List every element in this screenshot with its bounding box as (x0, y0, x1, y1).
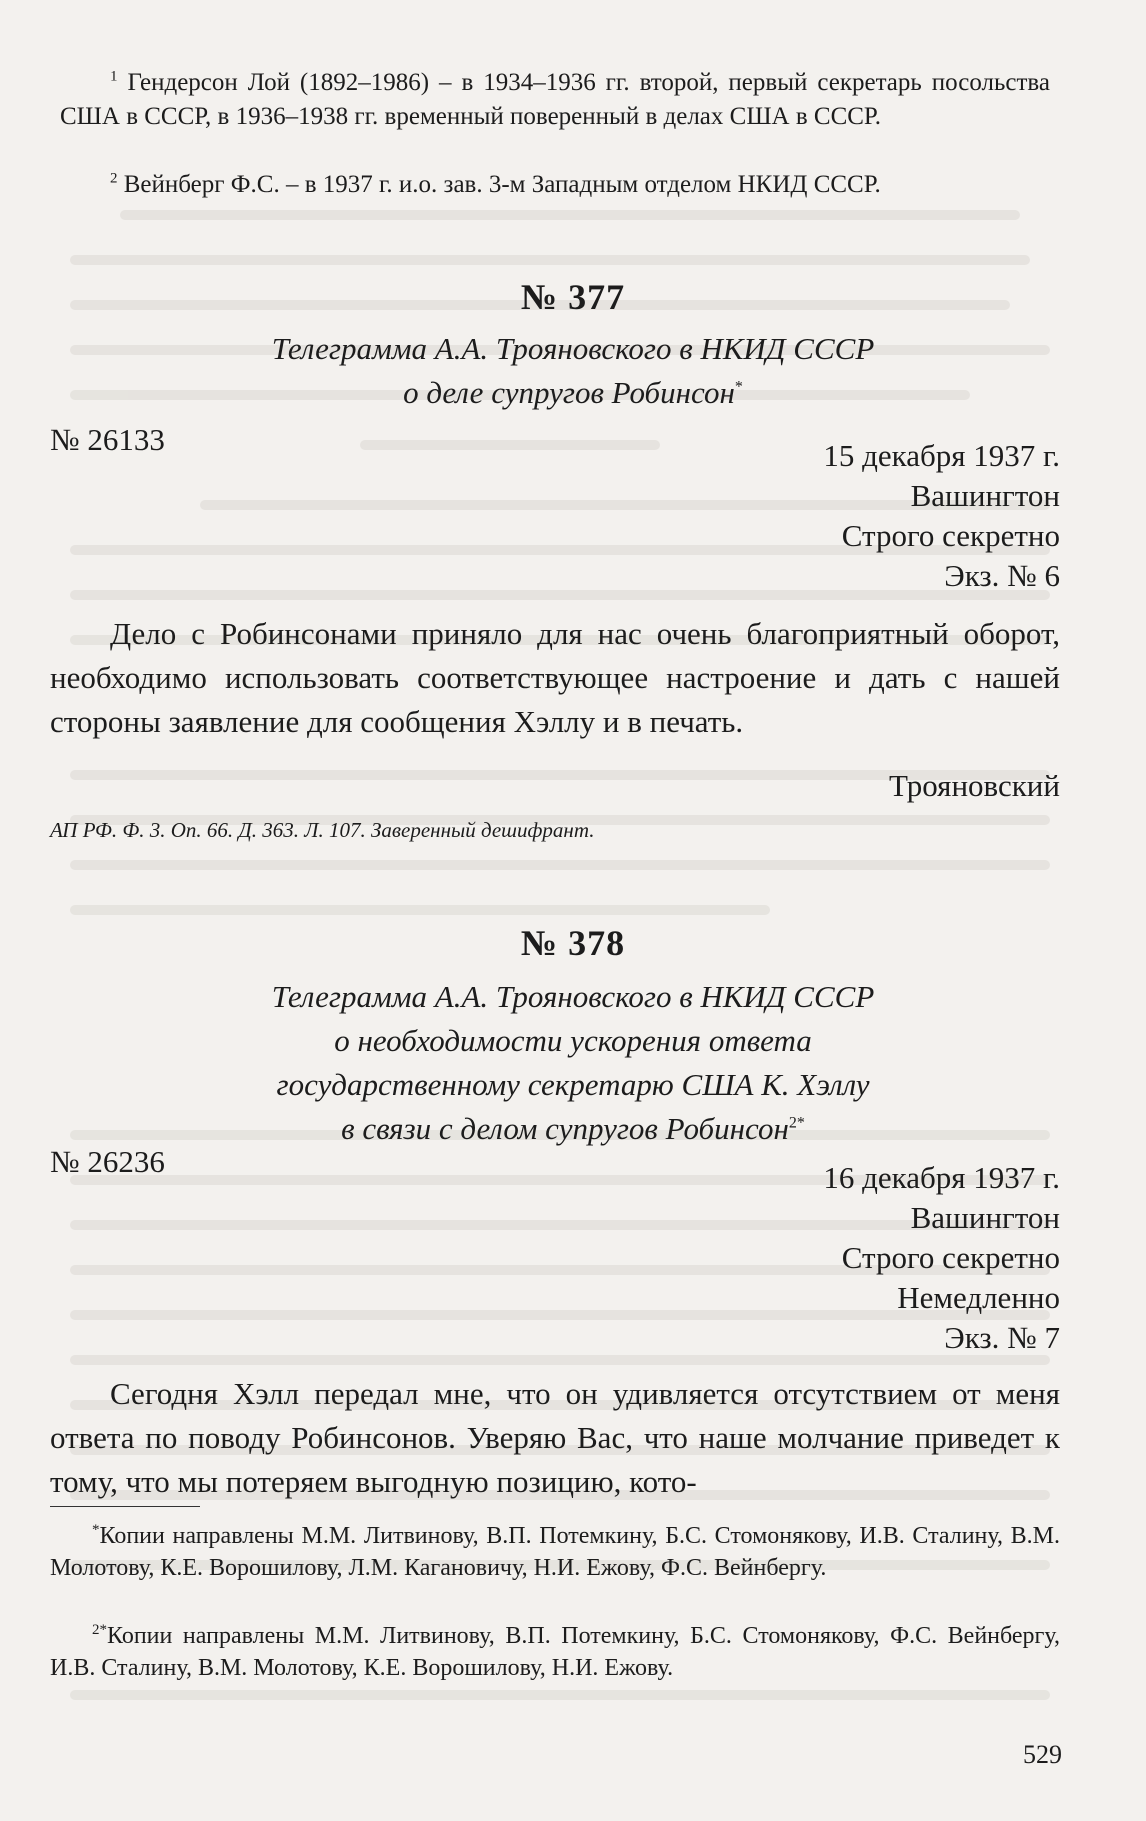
footnote-separator (50, 1506, 200, 1507)
registration-number: № 26236 (50, 1144, 165, 1179)
document-title-378 (0, 975, 1146, 1151)
copy-number: Экз. № 6 (944, 558, 1060, 593)
document-place: Вашингтон (910, 1200, 1060, 1235)
document-title-377 (0, 327, 1146, 415)
urgency-stamp: Немедленно (897, 1280, 1060, 1315)
footnote-mark: * (92, 1522, 100, 1538)
title-line: в связи с делом супругов Робинсон$^{2*}$ (341, 1111, 805, 1146)
page-number: 529 (1023, 1740, 1062, 1769)
footnote-bottom-1 (50, 1520, 1060, 1584)
footnote-text: Копии направлены М.М. Литвинову, В.П. Потемкину, Б.С. Стомонякову, Ф.С. Вейнбергу, И.В. Сталину, В.М. Молотову, К.Е. Ворошилову, Н.И. Ежову. (50, 1623, 1060, 1681)
footnote-mark: 2* (92, 1622, 107, 1638)
title-line: о необходимости ускорения ответа (334, 1023, 812, 1058)
document-number-378: № 378 (520, 923, 626, 963)
footnote-top-1 (60, 66, 1050, 134)
classification-stamp: Строго секретно (841, 1240, 1060, 1275)
footnote-text: Копии направлены М.М. Литвинову, В.П. Потемкину, Б.С. Стомонякову, И.В. Сталину, В.М. Молотову, К.Е. Ворошилову, Л.М. Кагановичу, Н.И. Ежову, Ф.С. Вейнбергу. (50, 1523, 1060, 1581)
document-body-377: Дело с Робинсонами приняло для нас очень благоприятный оборот, необходимо использовать соответствующее настроение и дать с нашей стороны заявление для сообщения Хэллу и в печать. (50, 616, 1060, 739)
title-footnote-mark: * (734, 378, 743, 396)
title-line: Телеграмма А.А. Трояновского в НКИД СССР (271, 331, 875, 366)
document-date: 16 декабря 1937 г. (823, 1160, 1060, 1195)
title-line: о деле супругов Робинсон* (403, 375, 743, 410)
footnote-bottom-2 (50, 1620, 1060, 1684)
registration-number: № 26133 (50, 422, 165, 457)
footnote-text: Гендерсон Лой (1892–1986) – в 1934–1936 гг. второй, первый секретарь посольства США в СССР, в 1936–1938 гг. временный поверенный в делах США в СССР. (60, 69, 1051, 130)
document-body-378: Сегодня Хэлл передал мне, что он удивляется отсутствием от меня ответа по поводу Робинсонов. Уверяю Вас, что наше молчание приведет к тому, что мы потеряем выгодную позицию, кото- (50, 1376, 1060, 1499)
archive-reference: АП РФ. Ф. 3. Оп. 66. Д. 363. Л. 107. Заверенный дешифрант. (50, 818, 595, 842)
footnote-mark: 2 (110, 170, 118, 187)
footnote-text: Вейнберг Ф.С. – в 1937 г. и.о. зав. 3-м Западным отделом НКИД СССР. (123, 171, 881, 198)
document-place: Вашингтон (910, 478, 1060, 513)
footnote-mark: 1 (110, 68, 118, 85)
footnote-top-2 (60, 168, 1050, 202)
title-line: Телеграмма А.А. Трояновского в НКИД СССР (271, 979, 875, 1014)
document-number-377: № 377 (520, 277, 626, 317)
title-line: государственному секретарю США К. Хэллу (276, 1067, 870, 1102)
title-footnote-mark: 2* (788, 1114, 805, 1132)
copy-number: Экз. № 7 (944, 1320, 1060, 1355)
document-date: 15 декабря 1937 г. (823, 438, 1060, 473)
signature: Трояновский (889, 768, 1060, 803)
classification-stamp: Строго секретно (841, 518, 1060, 553)
